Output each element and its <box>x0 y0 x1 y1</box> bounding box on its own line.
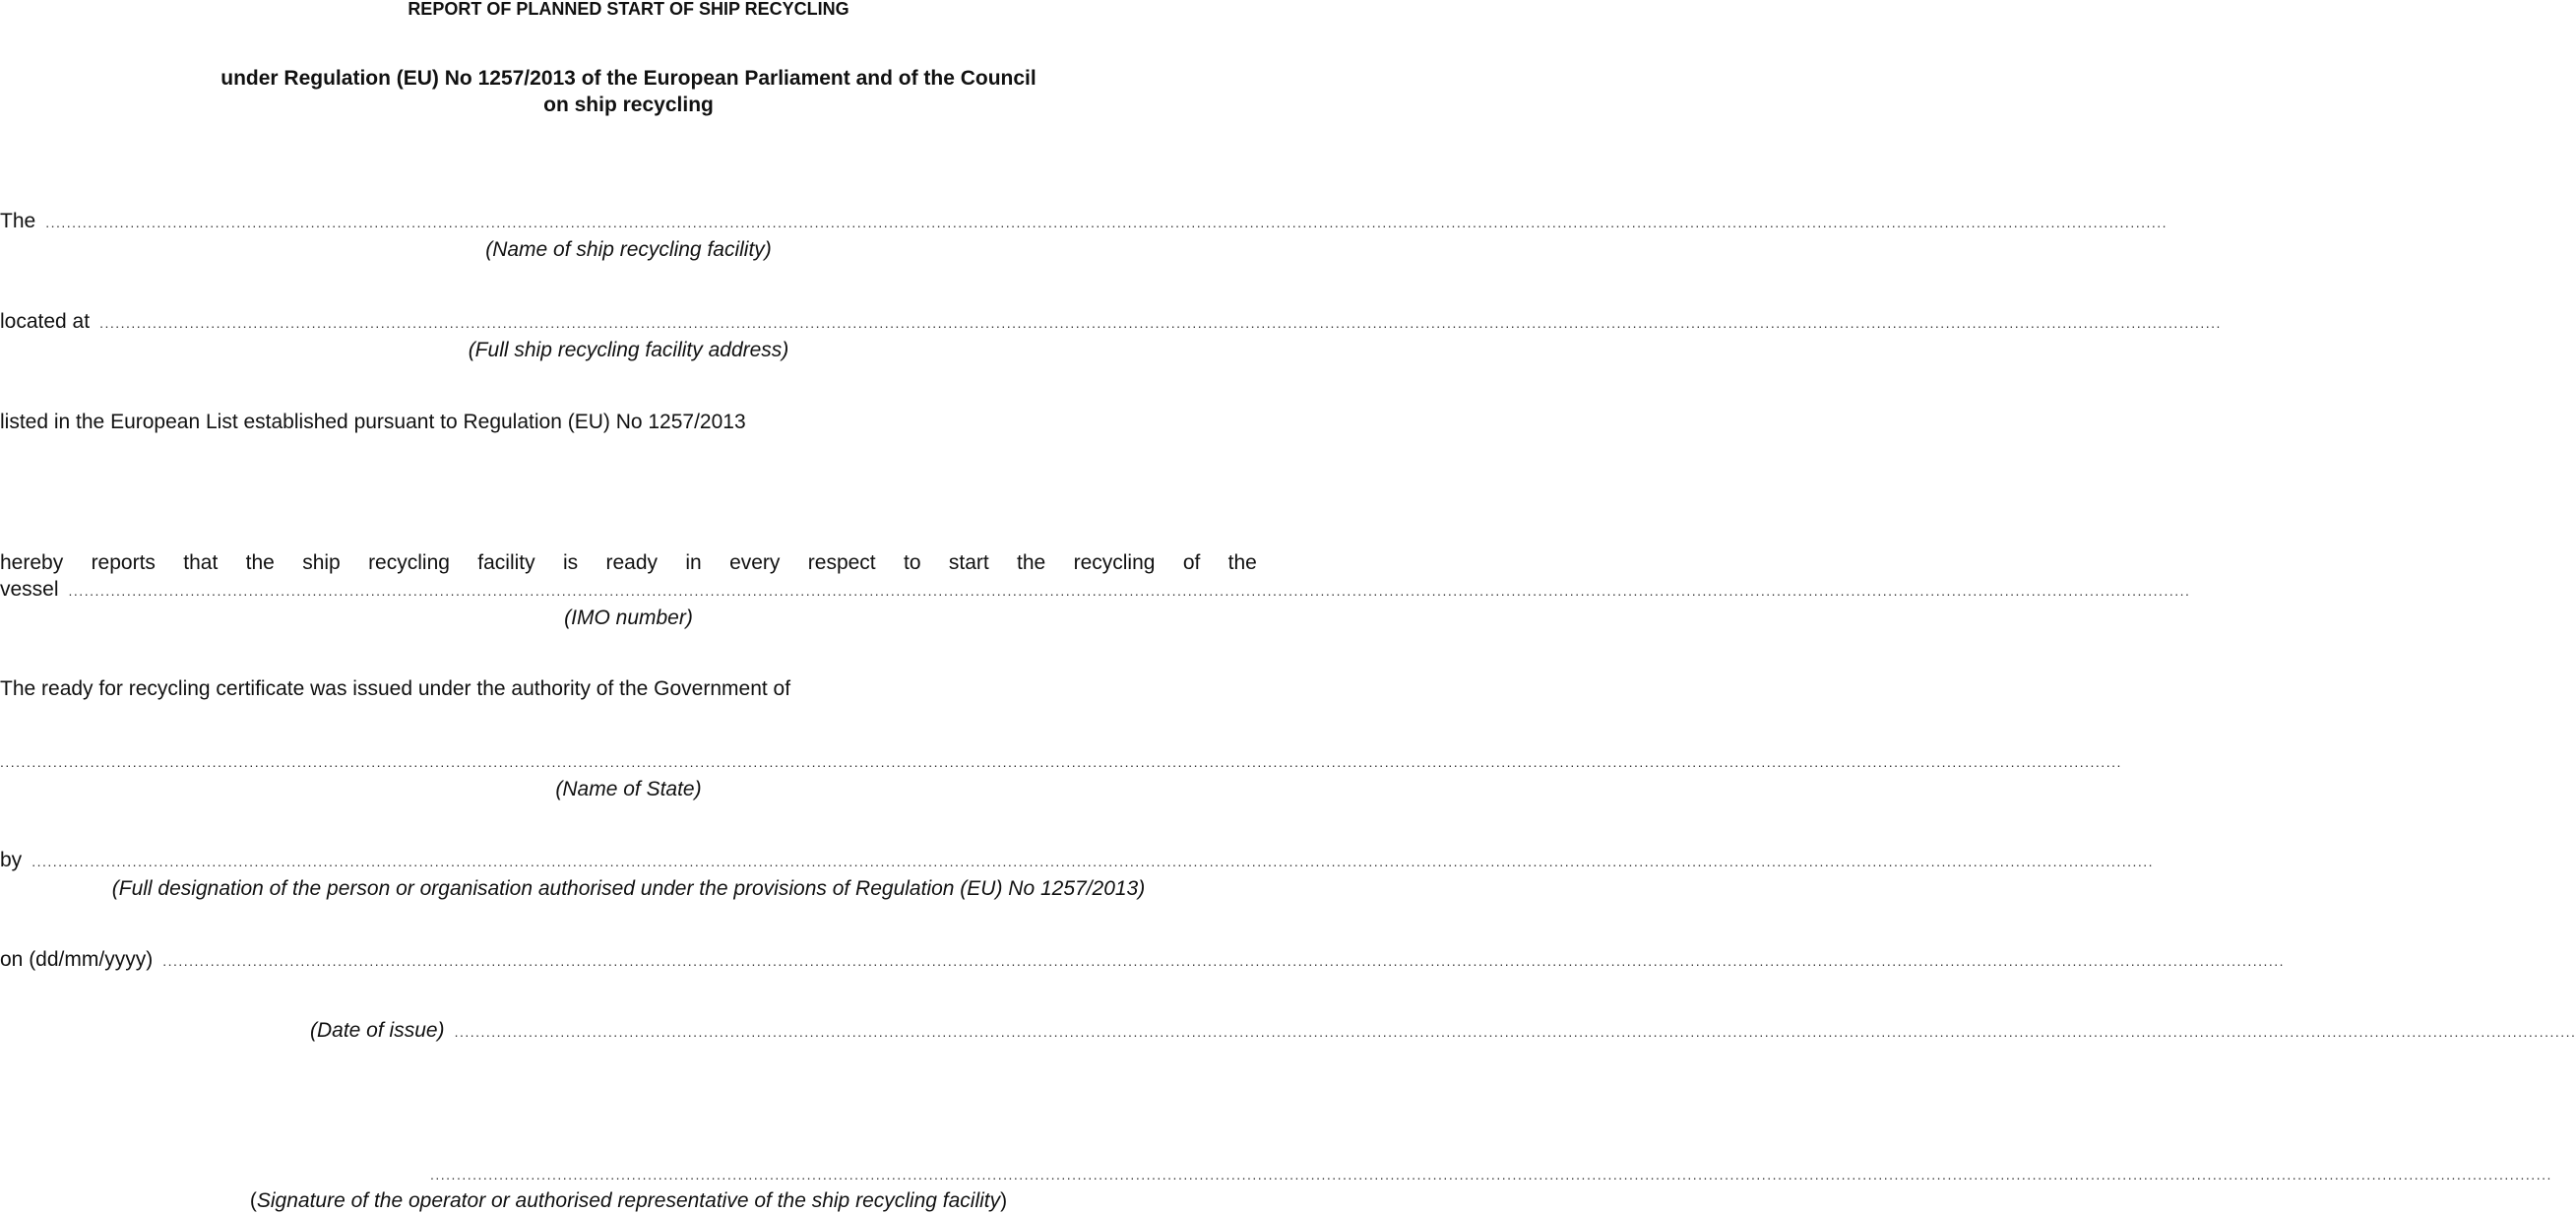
facility-address-caption: (Full ship recycling facility address) <box>468 339 789 361</box>
listed-statement: listed in the European List established pursuant to Regulation (EU) No 1257/2013 <box>0 411 746 433</box>
vessel-row <box>0 577 2191 604</box>
authority-field[interactable]: ................................................................................................................................................................................................................................................................................................................................................................................................................ <box>31 854 2155 869</box>
document-title: REPORT OF PLANNED START OF SHIP RECYCLING <box>408 0 849 19</box>
vessel-label: vessel <box>0 578 59 601</box>
authority-caption: (Full designation of the person or organisation authorised under the provisions of Regulation (EU) No 1257/2013) <box>111 877 1146 900</box>
facility-name-label: The <box>0 210 36 232</box>
date-field[interactable]: ................................................................................................................................................................................................................................................................................................................................................................................................................ <box>162 953 2286 969</box>
date-row <box>0 947 2286 974</box>
facility-address-field[interactable]: ................................................................................................................................................................................................................................................................................................................................................................................................................ <box>99 315 2222 331</box>
state-caption: (Name of State) <box>555 778 702 800</box>
facility-address-label: located at <box>0 310 91 333</box>
certificate-statement: The ready for recycling certificate was issued under the authority of the Government of <box>0 677 791 700</box>
reports-word: recycling <box>368 551 450 574</box>
signature-caption-open: ( <box>249 1189 257 1212</box>
reports-word: ready <box>605 551 659 574</box>
reports-word: is <box>562 551 579 574</box>
reports-word: of <box>1182 551 1201 574</box>
facility-name-field[interactable]: ................................................................................................................................................................................................................................................................................................................................................................................................................ <box>45 215 2168 230</box>
signature-caption-text: Signature of the operator or authorised representative of the ship recycling facility <box>256 1189 1001 1212</box>
vessel-caption: (IMO number) <box>564 607 693 629</box>
date-of-issue-row <box>310 1018 2576 1045</box>
reports-word: the <box>245 551 275 574</box>
date-of-issue-label: (Date of issue) <box>310 1019 445 1042</box>
date-of-issue-field[interactable]: ................................................................................................................................................................................................................................................................................................................................................................................................................ <box>454 1024 2576 1040</box>
authority-row <box>0 848 2155 874</box>
state-field[interactable]: ................................................................................................................................................................................................................................................................................................................................................................................................................ <box>0 754 2122 770</box>
date-label: on (dd/mm/yyyy) <box>0 948 154 971</box>
subtitle-line-2: on ship recycling <box>543 94 714 116</box>
reports-word: hereby <box>0 551 64 574</box>
document-subtitle <box>0 65 1257 118</box>
reports-word: in <box>685 551 702 574</box>
reports-word: that <box>183 551 219 574</box>
reports-word: recycling <box>1073 551 1156 574</box>
vessel-imo-field[interactable]: ................................................................................................................................................................................................................................................................................................................................................................................................................ <box>68 583 2191 599</box>
signature-caption-close: ) <box>1000 1189 1008 1212</box>
facility-name-row <box>0 209 2168 235</box>
reports-word: to <box>904 551 921 574</box>
authority-label: by <box>0 849 23 871</box>
signature-caption <box>0 1188 1257 1214</box>
facility-address-row <box>0 309 2222 336</box>
reports-word: respect <box>807 551 876 574</box>
reports-word: the <box>1227 551 1257 574</box>
reports-word: ship <box>302 551 341 574</box>
reports-word: facility <box>477 551 535 574</box>
state-row <box>0 749 2122 775</box>
reports-statement <box>0 550 1257 576</box>
reports-word: start <box>948 551 989 574</box>
reports-word: the <box>1017 551 1046 574</box>
facility-name-caption: (Name of ship recycling facility) <box>485 238 772 261</box>
subtitle-line-1: under Regulation (EU) No 1257/2013 of the European Parliament and of the Council <box>220 67 1037 90</box>
reports-word: reports <box>91 551 156 574</box>
signature-row <box>430 1162 2552 1187</box>
reports-word: every <box>729 551 781 574</box>
signature-field[interactable]: ................................................................................................................................................................................................................................................................................................................................................................................................................ <box>430 1167 2552 1182</box>
